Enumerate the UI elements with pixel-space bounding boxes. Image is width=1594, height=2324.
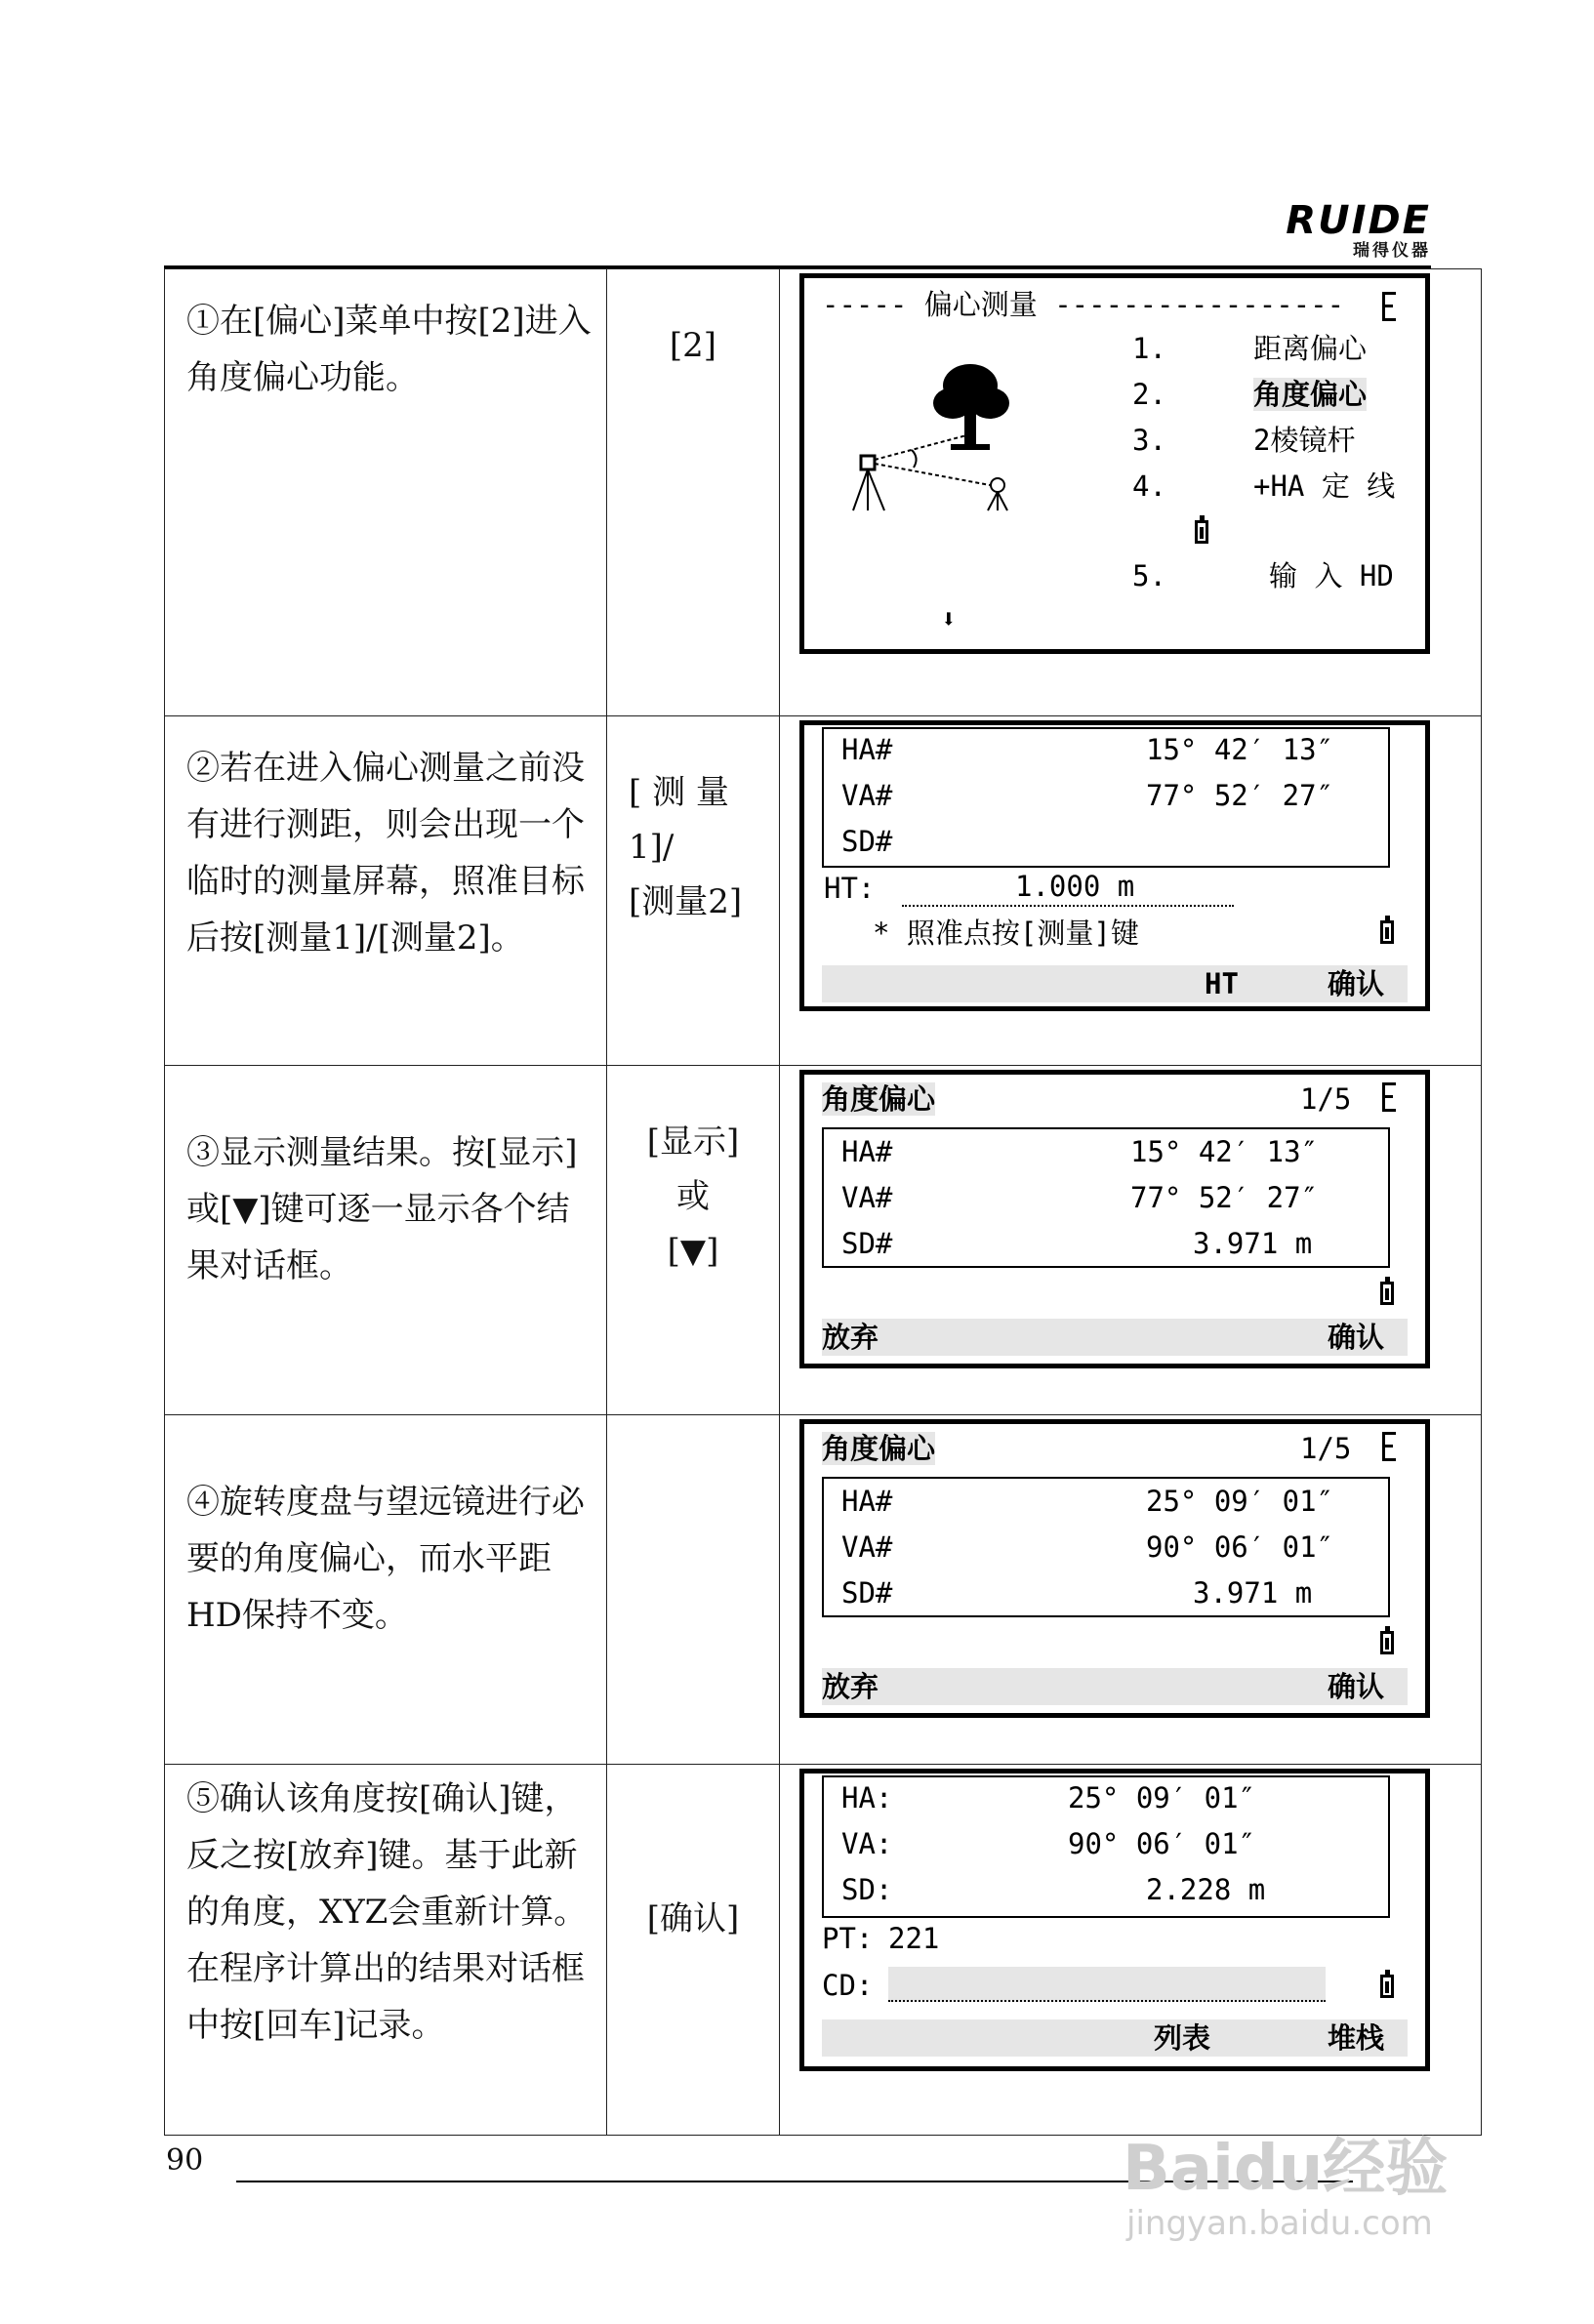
menu-item-number: 5. (1132, 559, 1166, 592)
field-value-va: 77° 52′ 27″ (1146, 779, 1334, 812)
brand-logo (1275, 200, 1431, 261)
field-label-va: VA# (841, 1530, 893, 1564)
softkey-confirm[interactable]: 确认 (1328, 1321, 1385, 1354)
softkey-bar (822, 2019, 1408, 2057)
softkey-stack[interactable]: 堆栈 (1328, 2021, 1385, 2055)
menu-item-ha-line[interactable]: +HA 定 线 (1253, 469, 1396, 503)
field-label-ha: HA: (841, 1781, 893, 1814)
step-key: [确认] (607, 1765, 780, 2136)
menu-item-two-prism-pole[interactable]: 2棱镜杆 (1253, 424, 1356, 457)
signal-icon (1380, 290, 1400, 323)
field-label-ha: HA# (841, 1485, 893, 1518)
logo-subtitle: 瑞得仪器 (1353, 241, 1431, 261)
field-value-va: 90° 06′ 01″ (1146, 1530, 1334, 1564)
signal-icon (1380, 1430, 1400, 1463)
key-line: [ 测 量 (629, 773, 729, 812)
table-row (165, 1765, 1482, 2136)
field-label-sd: SD# (841, 1227, 893, 1260)
battery-icon (1380, 1631, 1394, 1654)
ht-input-line (902, 905, 1234, 907)
key-line: 或 (676, 1177, 710, 1216)
page-number: 90 (166, 2143, 204, 2178)
field-value-ha: 15° 42′ 13″ (1146, 733, 1334, 766)
field-label-ha: HA# (841, 733, 893, 766)
screen-title: ----- 偏心测量 ----------------- (822, 288, 1345, 321)
step-description: ③显示测量结果。按[显示]或[▼]键可逐一显示各个结果对话框。 (165, 1066, 607, 1415)
table-row (165, 269, 1482, 716)
field-label-sd: SD: (841, 1873, 893, 1906)
screen-title: 角度偏心 (822, 1432, 936, 1465)
lcd-screen (799, 1419, 1430, 1718)
key-line: [▼] (667, 1232, 719, 1271)
field-value-sd: 2.228 m (1146, 1873, 1266, 1906)
menu-item-angle-offset[interactable]: 角度偏心 (1253, 378, 1368, 411)
field-label-va: VA: (841, 1827, 893, 1860)
arrow-down-icon: ⬇ (941, 605, 957, 634)
key-line: [显示] (646, 1122, 740, 1162)
step-description: ②若在进入偏心测量之前没有进行测距，则会出现一个临时的测量屏幕，照准目标后按[测量1]/[测量2]。 (165, 716, 607, 1066)
ht-label: HT: (824, 872, 876, 905)
lcd-screen (799, 1769, 1430, 2071)
code-input[interactable] (888, 1967, 1326, 2002)
table-row (165, 1066, 1482, 1415)
softkey-bar (822, 965, 1408, 1002)
battery-icon (1380, 1282, 1394, 1305)
watermark (1123, 2089, 1513, 2264)
lcd-screen (799, 720, 1430, 1011)
page-indicator: 1/5 (1300, 1432, 1352, 1465)
menu-item-number: 4. (1132, 469, 1166, 503)
menu-item-number: 3. (1132, 424, 1166, 457)
menu-item-input-hd[interactable]: 输 入 HD (1269, 559, 1394, 592)
screen-title: 角度偏心 (822, 1082, 936, 1116)
field-value-sd: 3.971 m (1193, 1576, 1313, 1610)
field-label-va: VA# (841, 1181, 893, 1214)
step-key (607, 716, 780, 1066)
lcd-screen (799, 1070, 1430, 1368)
table-row (165, 1415, 1482, 1765)
battery-icon (1380, 1975, 1394, 1998)
battery-icon (1380, 920, 1394, 944)
page-indicator: 1/5 (1300, 1082, 1352, 1116)
step-key (607, 1415, 780, 1765)
battery-icon (1195, 520, 1208, 544)
softkey-abandon[interactable]: 放弃 (822, 1321, 879, 1354)
field-value-ha: 15° 42′ 13″ (1130, 1135, 1319, 1168)
softkey-ht[interactable]: HT (1205, 967, 1239, 1000)
logo-text: RUIDE (1286, 198, 1431, 243)
watermark-title: Baidu经验 (1123, 2133, 1449, 2205)
softkey-confirm[interactable]: 确认 (1328, 967, 1385, 1000)
offset-diagram-icon (843, 347, 1029, 512)
softkey-abandon[interactable]: 放弃 (822, 1670, 879, 1703)
aim-hint: * 照准点按[测量]键 (873, 917, 1139, 950)
watermark-url: jingyan.baidu.com (1126, 2204, 1433, 2243)
softkey-bar (822, 1319, 1408, 1356)
field-value-va: 77° 52′ 27″ (1130, 1181, 1319, 1214)
cd-label: CD: (822, 1969, 874, 2002)
pt-label: PT: (822, 1922, 874, 1955)
field-label-sd: SD# (841, 825, 893, 858)
key-line: 1]/ (629, 828, 674, 867)
field-value-ha: 25° 09′ 01″ (1068, 1781, 1256, 1814)
field-value-sd: 3.971 m (1193, 1227, 1313, 1260)
field-label-ha: HA# (841, 1135, 893, 1168)
menu-item-number: 2. (1132, 378, 1166, 411)
field-value-va: 90° 06′ 01″ (1068, 1827, 1256, 1860)
procedure-table (164, 268, 1482, 2136)
step-key: [2] (607, 269, 780, 716)
step-key (607, 1066, 780, 1415)
ht-input[interactable]: 1.000 m (1015, 870, 1135, 903)
lcd-screen (799, 273, 1430, 654)
step-description: ①在[偏心]菜单中按[2]进入角度偏心功能。 (165, 269, 607, 716)
field-label-sd: SD# (841, 1576, 893, 1610)
menu-item-number: 1. (1132, 332, 1166, 365)
field-value-ha: 25° 09′ 01″ (1146, 1485, 1334, 1518)
step-description: ⑤确认该角度按[确认]键，反之按[放弃]键。基于此新的角度，XYZ会重新计算。在程序计算出的结果对话框中按[回车]记录。 (165, 1765, 607, 2136)
step-description: ④旋转度盘与望远镜进行必要的角度偏心，而水平距HD保持不变。 (165, 1415, 607, 1765)
menu-item-distance-offset[interactable]: 距离偏心 (1253, 332, 1368, 365)
signal-icon (1380, 1080, 1400, 1114)
softkey-confirm[interactable]: 确认 (1328, 1670, 1385, 1703)
key-line: [测量2] (629, 882, 743, 921)
softkey-bar (822, 1668, 1408, 1705)
softkey-list[interactable]: 列表 (1154, 2021, 1211, 2055)
point-number: 221 (888, 1922, 940, 1955)
table-row (165, 716, 1482, 1066)
field-label-va: VA# (841, 779, 893, 812)
